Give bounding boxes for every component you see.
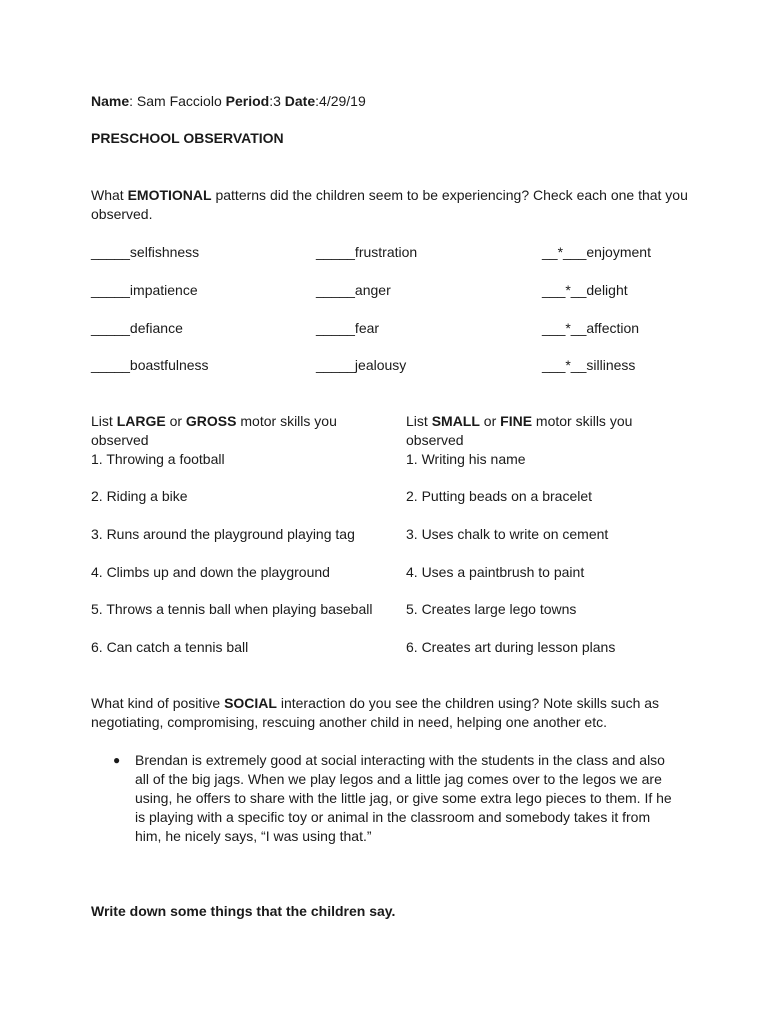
social-answer: Brendan is extremely good at social interacting with the students in the class and also all of the big jags. When we play legos and a little jag comes over to the legos we are using, he offers to share with the little jag, or give some extra lego pieces to them. If he is playing with a specific toy or animal in the classroom and somebody takes it from him, he nicely says, “I was using that.” [135,752,672,844]
name-label: Name [91,93,130,109]
period-label: Period [225,93,270,109]
small-motor-item: 3. Uses chalk to write on cement [406,526,609,542]
emotion-item: _____boastfulness [91,357,209,373]
large-motor-item: 6. Can catch a tennis ball [91,639,249,655]
emotion-item: _____frustration [316,244,418,260]
name-value: : Sam Facciolo [129,93,226,109]
emotion-item: _____selfishness [91,244,200,260]
social-question: What kind of positive SOCIAL interaction do you see the children using? Note skills such as negotiating, compromising, rescuing another child in need, helping one another etc. [91,695,660,730]
date-value: :4/29/19 [315,93,366,109]
date-label: Date [284,93,316,109]
emotion-item-checked: ___*__silliness [542,357,636,373]
say-prompt: Write down some things that the children say. [91,903,396,919]
page-title: PRESCHOOL OBSERVATION [91,130,284,146]
header-line [91,92,366,111]
emotion-item: _____jealousy [316,357,407,373]
small-motor-heading: List SMALL or FINE motor skills you observed [406,413,633,448]
large-motor-item: 3. Runs around the playground playing tag [91,526,355,542]
large-motor-item: 4. Climbs up and down the playground [91,564,330,580]
small-motor-item: 2. Putting beads on a bracelet [406,488,593,504]
small-motor-item: 6. Creates art during lesson plans [406,639,616,655]
emotion-item-checked: ___*__affection [542,320,640,336]
small-motor-item: 4. Uses a paintbrush to paint [406,564,585,580]
large-motor-item: 5. Throws a tennis ball when playing baseball [91,601,373,617]
emotion-item-checked: ___*__delight [542,282,628,298]
period-value: :3 [269,93,285,109]
emotion-item: _____defiance [91,320,183,336]
emotional-question: What EMOTIONAL patterns did the children seem to be experiencing? Check each one that you observed. [91,187,688,222]
large-motor-heading: List LARGE or GROSS motor skills you observed [91,413,337,448]
large-motor-item: 1. Throwing a football [91,451,225,467]
emotion-item: _____fear [316,320,380,336]
emotion-item-checked: __*___enjoyment [542,244,651,260]
small-motor-item: 5. Creates large lego towns [406,601,577,617]
emotion-item: _____anger [316,282,391,298]
bullet-icon: ● [113,753,121,767]
emotion-item: _____impatience [91,282,198,298]
small-motor-item: 1. Writing his name [406,451,526,467]
large-motor-item: 2. Riding a bike [91,488,188,504]
